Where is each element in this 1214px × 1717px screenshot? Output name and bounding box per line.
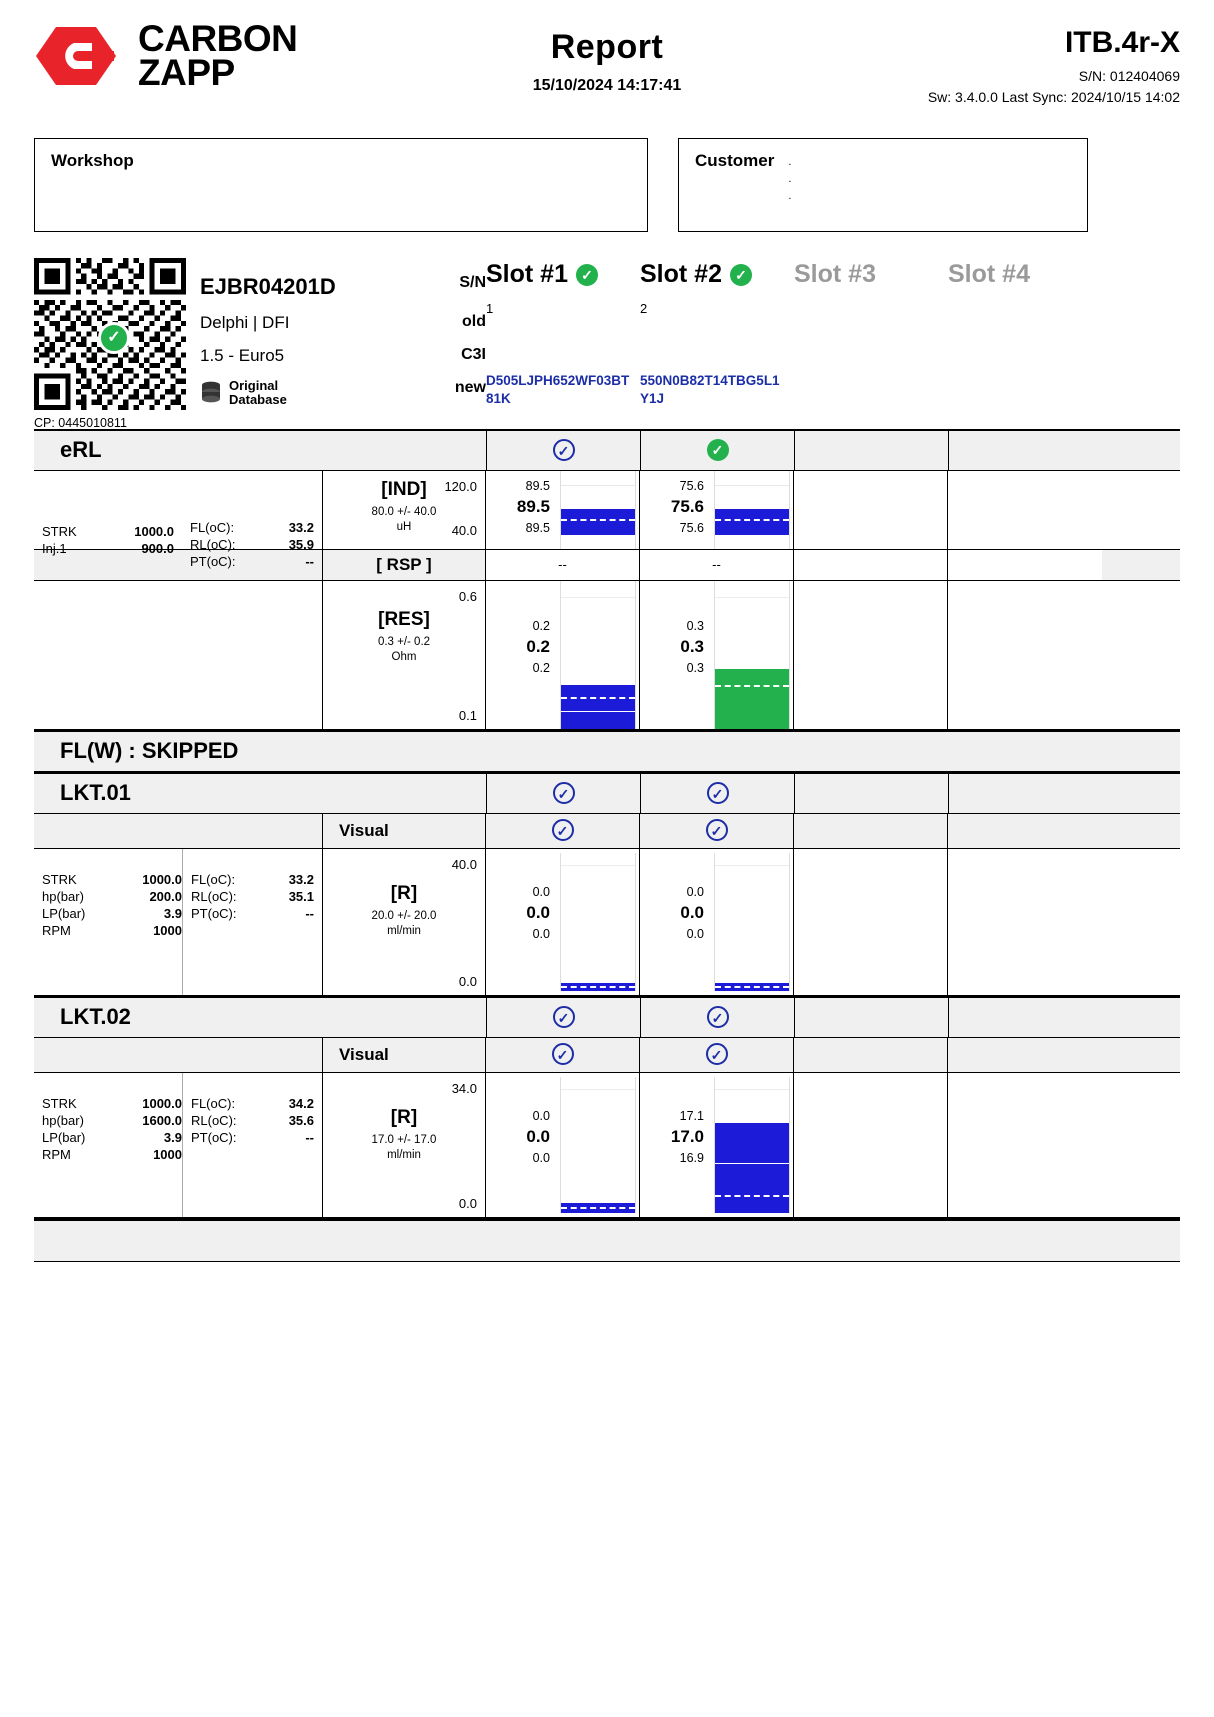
customer-label: Customer xyxy=(695,151,775,170)
erl-rsp-label: [ RSP ] xyxy=(322,550,486,580)
erl-res-left-spacer xyxy=(34,581,182,729)
qr-code xyxy=(34,258,186,430)
lkt01-visual-row xyxy=(34,814,1180,849)
erl-ind-tol-value: 80.0 +/- 40.0 xyxy=(371,505,437,518)
lkt01-visual-slot-3 xyxy=(794,814,948,848)
lkt01-r-unit: ml/min xyxy=(387,924,421,937)
lkt01-slot-4-status xyxy=(948,774,1102,813)
erl-res-axis-top: 0.6 xyxy=(458,588,477,604)
param-rpm xyxy=(42,922,182,939)
lkt02-r-plot-slot-1 xyxy=(560,1077,636,1213)
section-band-erl xyxy=(34,429,1180,471)
lkt01-slot-3-status xyxy=(794,774,948,813)
erl-ind-name: [IND] xyxy=(381,478,427,500)
lkt02-visual-slot-4 xyxy=(948,1038,1102,1072)
erl-slot-3-status xyxy=(794,431,948,470)
plot-dash xyxy=(561,697,635,699)
slot-2-title: Slot #2 xyxy=(640,260,722,288)
lkt01-r-values-slot-2 xyxy=(646,883,704,944)
param-strk xyxy=(42,871,182,888)
check-icon: ✓ xyxy=(707,782,729,804)
erl-ind-plot-slot-1 xyxy=(560,471,636,549)
lkt02-r-graph-slot-4 xyxy=(948,1073,1102,1217)
lkt02-r-values-slot-2 xyxy=(646,1107,704,1168)
param-key: PT(oC): xyxy=(190,553,236,569)
check-icon: ✓ xyxy=(553,1006,575,1028)
lkt01-label: LKT.01 xyxy=(60,780,131,806)
plot-bar xyxy=(561,509,635,535)
lkt02-label: LKT.02 xyxy=(60,1004,131,1030)
plot-bar xyxy=(715,669,789,729)
check-icon: ✓ xyxy=(552,819,574,841)
lkt01-r-values-slot-1 xyxy=(492,883,550,944)
report-title-block xyxy=(364,0,850,95)
param-value: -- xyxy=(305,905,314,921)
lkt01-mid-params xyxy=(182,849,322,995)
param-lp xyxy=(42,905,182,922)
value-lo: 0.0 xyxy=(532,927,550,942)
lkt01-r-plot-slot-1 xyxy=(560,853,636,991)
engine: 1.5 - Euro5 xyxy=(200,346,285,365)
erl-ind-values-slot-2 xyxy=(646,477,704,538)
plot-dash xyxy=(715,986,789,988)
erl-res-graph-slot-4 xyxy=(948,581,1102,729)
erl-ind-meas xyxy=(322,471,486,549)
lkt02-visual-label: Visual xyxy=(322,1038,486,1072)
slot-3-title-row xyxy=(794,260,948,289)
lkt01-r-meas xyxy=(322,849,486,995)
erl-res-tol-value: 0.3 +/- 0.2 xyxy=(377,635,431,648)
param-value: 33.2 xyxy=(288,519,314,535)
slot-1-title: Slot #1 xyxy=(486,260,568,288)
injector-identity xyxy=(34,250,486,430)
erl-res-values-slot-2 xyxy=(646,617,704,678)
visual-spacer xyxy=(34,814,322,848)
slot-1-status-icon: ✓ xyxy=(576,264,598,286)
section-band-lkt02 xyxy=(34,996,1180,1038)
lkt02-visual-row xyxy=(34,1038,1180,1073)
param-key: STRK xyxy=(42,871,77,887)
slot-header-2 xyxy=(640,250,794,407)
plot-dash xyxy=(561,519,635,521)
erl-slot-4-status xyxy=(948,431,1102,470)
lkt01-r-tol xyxy=(333,909,475,939)
value-hi: 0.0 xyxy=(532,884,550,899)
lkt01-r-plot-slot-2 xyxy=(714,853,790,991)
value-lo: 0.0 xyxy=(686,927,704,942)
value-hi: 0.2 xyxy=(532,618,550,633)
maker: Delphi | DFI xyxy=(200,313,290,332)
erl-res-tol xyxy=(333,635,475,665)
report-date: 15/10/2024 14:17:41 xyxy=(532,77,682,94)
database-text xyxy=(229,379,287,408)
plot-dash xyxy=(715,1195,789,1197)
lkt01-visual-slot-2 xyxy=(640,814,794,848)
check-icon: ✓ xyxy=(552,1043,574,1065)
erl-rsp-slot-2: -- xyxy=(640,550,794,580)
check-icon: ✓ xyxy=(707,1006,729,1028)
value-mid: 0.0 xyxy=(526,1126,550,1146)
param-fl xyxy=(191,871,314,888)
lkt02-visual-slot-1 xyxy=(486,1038,640,1072)
param-fl xyxy=(190,519,314,536)
param-pt xyxy=(190,553,314,570)
lkt02-r-name: [R] xyxy=(390,1106,418,1128)
param-value: 1000.0 xyxy=(142,1095,182,1111)
value-lo: 0.2 xyxy=(532,661,550,676)
identity-text xyxy=(200,258,486,421)
param-value: 1000.0 xyxy=(142,871,182,887)
slot-2-number: 2 xyxy=(640,301,648,316)
param-value: 3.9 xyxy=(163,905,182,921)
erl-ind-graph-slot-2 xyxy=(640,471,794,549)
param-rpm xyxy=(42,1146,182,1163)
value-mid: 89.5 xyxy=(516,496,550,516)
param-key: RL(oC): xyxy=(190,536,236,552)
param-hp xyxy=(42,888,182,905)
value-hi: 0.3 xyxy=(686,618,704,633)
lkt01-slot-2-status xyxy=(640,774,794,813)
param-key: STRK xyxy=(42,523,77,539)
carbon-zapp-logo xyxy=(34,0,364,94)
lkt01-visual-slot-1 xyxy=(486,814,640,848)
erl-res-name: [RES] xyxy=(378,608,430,630)
lkt02-r-graph-slot-3 xyxy=(794,1073,948,1217)
erl-res-graph-slot-3 xyxy=(794,581,948,729)
param-value: 200.0 xyxy=(149,888,182,904)
lkt02-r-tol xyxy=(333,1133,475,1163)
workshop-box xyxy=(34,138,648,232)
lkt02-r-graph-slot-1 xyxy=(486,1073,640,1217)
lkt02-r-axis-top: 34.0 xyxy=(451,1080,477,1096)
check-icon: ✓ xyxy=(706,1043,728,1065)
erl-res-plot-slot-1 xyxy=(560,581,636,729)
lkt02-slot-2-status xyxy=(640,998,794,1037)
value-lo: 16.9 xyxy=(679,1151,704,1166)
param-value: 33.2 xyxy=(288,871,314,887)
erl-ind-axis-top: 120.0 xyxy=(444,478,477,494)
value-hi: 0.0 xyxy=(686,884,704,899)
device-model: ITB.4r-X xyxy=(1064,26,1180,59)
flw-label: FL(W) : SKIPPED xyxy=(60,738,239,764)
old-label: old xyxy=(462,313,486,330)
param-value: 1000 xyxy=(153,923,182,939)
check-icon: ✓ xyxy=(707,439,729,461)
erl-rsp-slot-1: -- xyxy=(486,550,640,580)
param-key: PT(oC): xyxy=(191,905,237,921)
erl-ind-graph-slot-3 xyxy=(794,471,948,549)
lkt02-r-graph-slot-2 xyxy=(640,1073,794,1217)
slots-header-row xyxy=(34,250,1180,430)
erl-slot-1-status xyxy=(486,431,640,470)
param-rl xyxy=(191,1112,314,1129)
identity-database-line xyxy=(200,379,486,408)
workshop-label: Workshop xyxy=(51,151,134,170)
page-title: Report xyxy=(550,28,664,66)
param-key: LP(bar) xyxy=(42,1129,86,1145)
lkt02-r-unit: ml/min xyxy=(387,1148,421,1161)
erl-rsp-slot-4 xyxy=(948,550,1102,580)
erl-ind-unit: uH xyxy=(396,520,412,533)
param-value: 3.9 xyxy=(163,1129,182,1145)
slot-2-code: 550N0B82T14TBG5L1Y1J xyxy=(640,373,780,406)
database-icon xyxy=(200,381,222,405)
param-value: 1600.0 xyxy=(142,1112,182,1128)
param-pt xyxy=(191,1129,314,1146)
lkt01-r-graph-slot-1 xyxy=(486,849,640,995)
identity-part-line xyxy=(200,274,486,300)
erl-ind-plot-slot-2 xyxy=(714,471,790,549)
lkt02-r-plot-slot-2 xyxy=(714,1077,790,1213)
lkt02-slot-4-status xyxy=(948,998,1102,1037)
footer-band xyxy=(34,1219,1180,1262)
erl-res-mid-spacer xyxy=(182,581,322,729)
param-value: 35.9 xyxy=(288,536,314,552)
slot-2-status-icon: ✓ xyxy=(730,264,752,286)
erl-ind-graph-slot-4 xyxy=(948,471,1102,549)
value-lo: 0.0 xyxy=(532,1151,550,1166)
param-key: FL(oC): xyxy=(191,871,236,887)
param-key: RPM xyxy=(42,1147,71,1163)
lkt01-r-name: [R] xyxy=(390,882,418,904)
device-serial: S/N: 012404069 xyxy=(1078,68,1180,84)
erl-slot-2-status xyxy=(640,431,794,470)
value-mid: 0.0 xyxy=(526,902,550,922)
lkt02-mid-params xyxy=(182,1073,322,1217)
brand-line-2: ZAPP xyxy=(138,52,235,94)
new-label: new xyxy=(454,379,486,396)
original-database-badge xyxy=(200,379,287,408)
plot-bar xyxy=(715,509,789,535)
value-mid: 17.0 xyxy=(670,1126,704,1146)
erl-rsp-slot-3 xyxy=(794,550,948,580)
plot-bar xyxy=(715,1123,789,1213)
param-rl xyxy=(191,888,314,905)
value-lo: 89.5 xyxy=(525,521,550,536)
erl-res-graph-slot-1 xyxy=(486,581,640,729)
slot-header-1 xyxy=(486,250,640,407)
slot-4-title-row xyxy=(948,260,1102,289)
check-icon: ✓ xyxy=(553,782,575,804)
lkt01-visual-slot-4 xyxy=(948,814,1102,848)
lkt02-r-values-slot-1 xyxy=(492,1107,550,1168)
part-number: EJBR04201D xyxy=(200,274,336,299)
erl-res-row xyxy=(34,581,1180,730)
slot-header-4 xyxy=(948,250,1102,289)
check-icon: ✓ xyxy=(553,439,575,461)
lkt02-r-meas xyxy=(322,1073,486,1217)
erl-res-values-slot-1 xyxy=(492,617,550,678)
param-key: FL(oC): xyxy=(190,519,235,535)
lkt01-r-graph-slot-3 xyxy=(794,849,948,995)
slot-3-title: Slot #3 xyxy=(794,260,876,288)
lkt02-r-tol-value: 17.0 +/- 17.0 xyxy=(371,1133,437,1146)
lkt02-visual-slot-3 xyxy=(794,1038,948,1072)
param-key: RL(oC): xyxy=(191,888,237,904)
param-lp xyxy=(42,1129,182,1146)
lkt01-r-graph-slot-2 xyxy=(640,849,794,995)
lkt02-slot-1-status xyxy=(486,998,640,1037)
customer-box xyxy=(678,138,1088,232)
slot-4-title: Slot #4 xyxy=(948,260,1030,288)
value-lo: 75.6 xyxy=(679,521,704,536)
sn-label: S/N xyxy=(459,274,486,291)
plot-bar xyxy=(561,685,635,729)
lkt02-r-axis-bot: 0.0 xyxy=(458,1195,477,1211)
erl-res-graph-slot-2 xyxy=(640,581,794,729)
param-key: hp(bar) xyxy=(42,1112,84,1128)
visual-spacer xyxy=(34,1038,322,1072)
brand-line-1: CARBON xyxy=(138,18,298,59)
device-info xyxy=(850,0,1180,105)
lkt02-r-row xyxy=(34,1073,1180,1219)
param-rl xyxy=(190,536,314,553)
lkt01-r-tol-value: 20.0 +/- 20.0 xyxy=(371,909,437,922)
device-software: Sw: 3.4.0.0 Last Sync: 2024/10/15 14:02 xyxy=(927,89,1180,105)
erl-label: eRL xyxy=(60,437,102,463)
check-icon: ✓ xyxy=(706,819,728,841)
param-strk xyxy=(42,1095,182,1112)
plot-dash xyxy=(715,519,789,521)
param-value: 35.1 xyxy=(288,888,314,904)
param-pt xyxy=(191,905,314,922)
value-mid: 0.2 xyxy=(526,636,550,656)
lkt02-slot-3-status xyxy=(794,998,948,1037)
param-key: LP(bar) xyxy=(42,905,86,921)
report-header xyxy=(34,0,1180,118)
slot-1-number: 1 xyxy=(486,301,494,316)
erl-ind-axis-bot: 40.0 xyxy=(451,522,477,538)
value-mid: 75.6 xyxy=(670,496,704,516)
value-mid: 0.0 xyxy=(680,902,704,922)
value-hi: 0.0 xyxy=(532,1108,550,1123)
erl-mid-params xyxy=(182,471,322,569)
lkt01-left-params xyxy=(34,849,182,995)
erl-res-axis-bot: 0.1 xyxy=(458,707,477,723)
erl-res-plot-slot-2 xyxy=(714,581,790,729)
param-key: RL(oC): xyxy=(191,1112,237,1128)
database-line-2: Database xyxy=(229,392,287,408)
slot-1-code: D505LJPH652WF03BT81K xyxy=(486,373,630,406)
lkt01-r-graph-slot-4 xyxy=(948,849,1102,995)
erl-left-params xyxy=(34,471,182,556)
param-value: -- xyxy=(305,1129,314,1145)
plot-dash xyxy=(561,986,635,988)
param-key: hp(bar) xyxy=(42,888,84,904)
cp-number: CP: 0445010811 xyxy=(34,416,127,430)
carbon-zapp-logo-icon xyxy=(34,25,126,87)
param-value: 1000 xyxy=(153,1147,182,1163)
param-value: -- xyxy=(305,553,314,569)
database-line-1: Original xyxy=(229,378,279,393)
param-value: 1000.0 xyxy=(134,523,174,539)
erl-res-meas xyxy=(322,581,486,729)
param-key: PT(oC): xyxy=(191,1129,237,1145)
param-value: 35.6 xyxy=(288,1112,314,1128)
qr-verified-check-icon: ✓ xyxy=(98,322,130,354)
value-lo: 0.3 xyxy=(686,661,704,676)
lkt02-left-params xyxy=(34,1073,182,1217)
param-fl xyxy=(191,1095,314,1112)
erl-ind-values-slot-1 xyxy=(492,477,550,538)
customer-lines: . . . xyxy=(788,156,792,203)
param-key: Inj.1 xyxy=(42,540,67,556)
lkt01-visual-label: Visual xyxy=(322,814,486,848)
info-row xyxy=(34,138,1180,232)
plot-dash xyxy=(715,685,789,687)
c3i-label: C3I xyxy=(461,346,486,363)
value-hi: 17.1 xyxy=(679,1108,704,1123)
erl-ind-graph-slot-1 xyxy=(486,471,640,549)
param-key: STRK xyxy=(42,1095,77,1111)
value-hi: 89.5 xyxy=(525,478,550,493)
value-hi: 75.6 xyxy=(679,478,704,493)
identity-engine-line xyxy=(200,346,486,366)
slot-1-title-row xyxy=(486,260,640,289)
lkt01-slot-1-status xyxy=(486,774,640,813)
param-strk xyxy=(42,523,174,540)
lkt01-r-row xyxy=(34,849,1180,996)
lkt01-r-axis-bot: 0.0 xyxy=(458,973,477,989)
erl-res-unit: Ohm xyxy=(391,650,417,663)
brand-text xyxy=(138,18,298,94)
param-key: FL(oC): xyxy=(191,1095,236,1111)
slot-2-title-row xyxy=(640,260,794,289)
lkt01-r-axis-top: 40.0 xyxy=(451,856,477,872)
value-mid: 0.3 xyxy=(680,636,704,656)
param-value: 900.0 xyxy=(141,540,174,556)
param-value: 34.2 xyxy=(288,1095,314,1111)
param-key: RPM xyxy=(42,923,71,939)
lkt02-visual-slot-2 xyxy=(640,1038,794,1072)
identity-maker-line xyxy=(200,313,486,333)
section-band-flw xyxy=(34,730,1180,772)
section-band-lkt01 xyxy=(34,772,1180,814)
plot-dash xyxy=(561,1207,635,1209)
param-hp xyxy=(42,1112,182,1129)
slot-header-3 xyxy=(794,250,948,289)
param-inj1 xyxy=(42,540,174,557)
